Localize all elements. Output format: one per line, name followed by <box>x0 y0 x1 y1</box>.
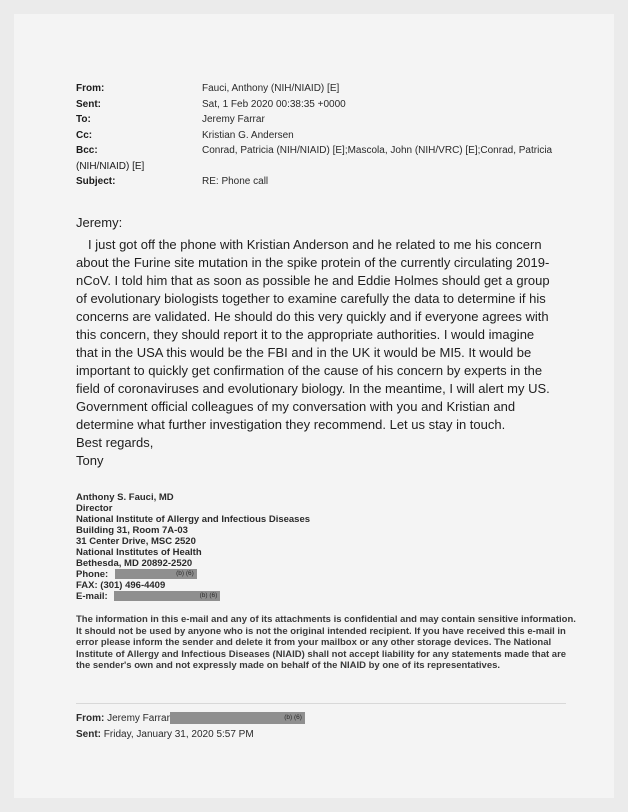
from-value: Fauci, Anthony (NIH/NIAID) [E] <box>202 83 340 94</box>
cc-value: Kristian G. Andersen <box>202 129 294 141</box>
sent-label: Sent: <box>76 98 101 110</box>
forwarded-from-value: Jeremy Farrar <box>107 713 170 724</box>
forwarded-sent-row <box>76 727 305 743</box>
signature-city: Bethesda, MD 20892-2520 <box>76 558 193 569</box>
email-label: E-mail: <box>76 591 108 602</box>
sent-value: Sat, 1 Feb 2020 00:38:35 +0000 <box>202 98 346 110</box>
signature-fax: FAX: (301) 496-4409 <box>76 580 166 591</box>
email-redaction-box: (b) (6) <box>114 591 220 601</box>
confidentiality-disclaimer: The information in this e-mail and any of its attachments is confidential and may contain sensitive information. It should not be used by anyone who is not the original intended recipient. If you have received this e-mail in error please inform the sender and delete it from your mailbox or any other storage devices. The National Institute of Allergy and Infectious Diseases (NIAID) shall not accept liability for any statements made that are the sender's own and not expressly made on behalf of the NIAID by one of its representatives. <box>76 614 576 671</box>
signature-building: Building 31, Room 7A-03 <box>76 525 188 536</box>
subject-value: RE: Phone call <box>202 176 269 187</box>
forwarded-from-row <box>76 711 305 727</box>
signature-title: Director <box>76 503 113 514</box>
forwarded-redaction-box: (b) (6) <box>170 712 305 724</box>
document-page <box>14 14 614 798</box>
signature-institutes: National Institutes of Health <box>76 547 202 558</box>
to-label: To: <box>76 114 91 125</box>
signature-phone <box>76 569 576 580</box>
signature-street: 31 Center Drive, MSC 2520 <box>76 536 196 547</box>
signature-email <box>76 591 576 602</box>
signature-org: National Institute of Allergy and Infectious Diseases <box>76 514 311 525</box>
forwarded-sent-value: Friday, January 31, 2020 5:57 PM <box>103 728 254 740</box>
bcc-label: Bcc: <box>76 145 98 156</box>
email-body <box>76 214 556 470</box>
from-label: From: <box>76 83 105 94</box>
phone-label: Phone: <box>76 569 109 580</box>
forwarded-sent-label: Sent: <box>76 728 101 740</box>
closing: Best regards, <box>76 435 154 450</box>
phone-redaction-box: (b) (6) <box>115 569 197 579</box>
forwarded-from-label: From: <box>76 713 105 724</box>
signature-name: Anthony S. Fauci, MD <box>76 492 174 503</box>
to-value: Jeremy Farrar <box>202 114 265 125</box>
bcc-continuation: (NIH/NIAID) [E] <box>76 160 145 172</box>
bcc-value: Conrad, Patricia (NIH/NIAID) [E];Mascola, John (NIH/VRC) [E];Conrad, Patricia <box>202 145 553 156</box>
forwarded-header <box>76 711 305 742</box>
divider <box>76 703 566 704</box>
email-signature <box>76 492 576 602</box>
body-paragraph: I just got off the phone with Kristian Anderson and he related to me his concern about the Furine site mutation in the spike protein of the currently circulating 2019-nCoV. I told him that as soon as possible he and Eddie Holmes should get a group of evolutionary biologists together to examine carefully the data to determine if his concerns are validated. He should do this very quickly and if everyone agrees with this concern, they should report it to the appropriate authorities. I would imagine that in the USA this would be the FBI and in the UK it would be MI5. It would be important to quickly get confirmation of the cause of his concern by experts in the field of coronaviruses and evolutionary biology. In the meantime, I will alert my US. Government official colleagues of my conversation with you and Kristian and determine what further investigation they recommend. Let us stay in touch. <box>76 237 550 432</box>
sender-name: Tony <box>76 453 104 468</box>
salutation: Jeremy: <box>76 215 123 230</box>
subject-label: Subject: <box>76 176 116 187</box>
cc-label: Cc: <box>76 129 93 141</box>
